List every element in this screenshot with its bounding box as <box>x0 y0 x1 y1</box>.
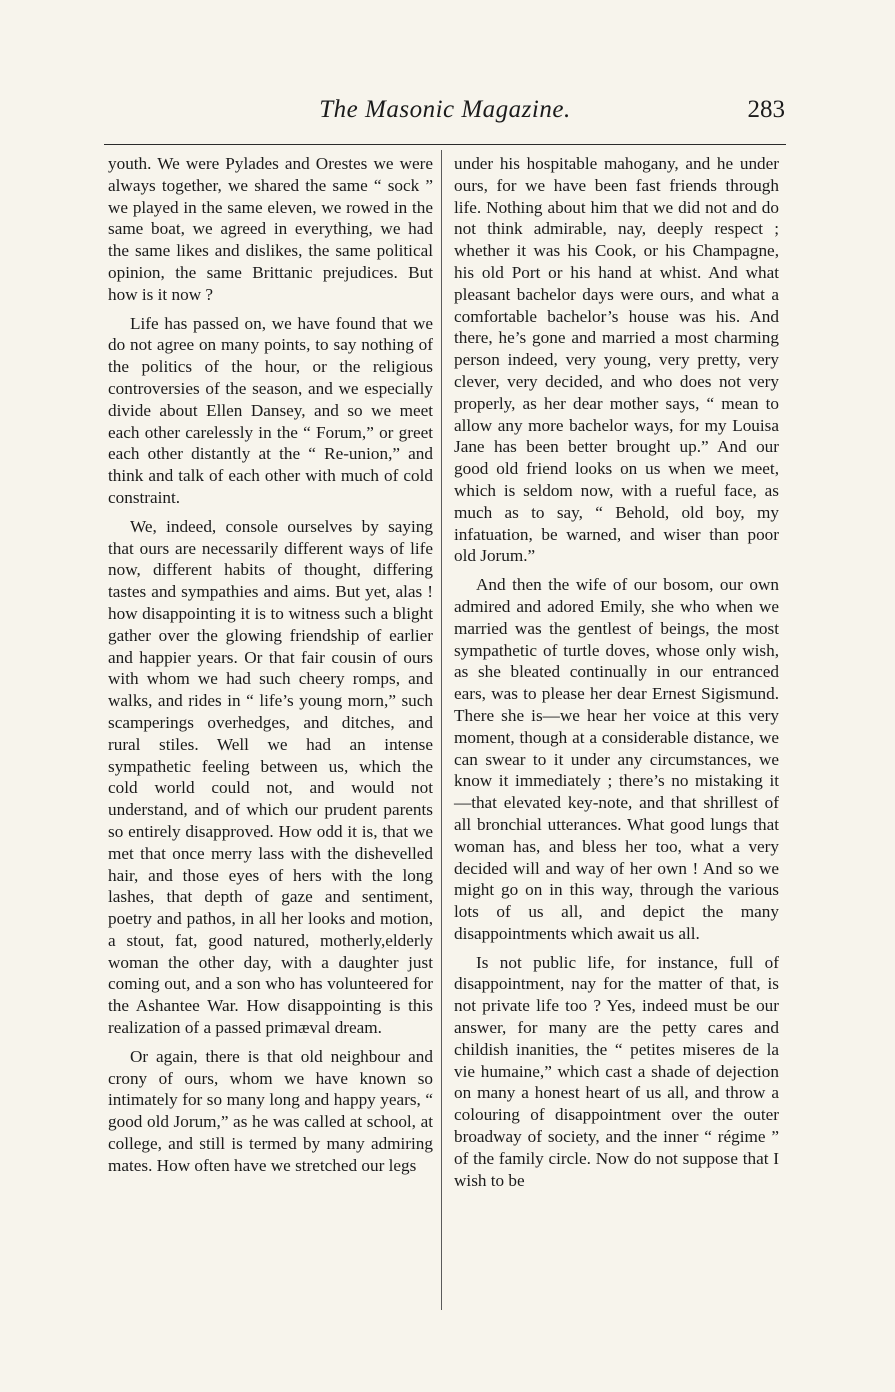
page-number: 283 <box>747 96 785 123</box>
paragraph: youth. We were Pylades and Orestes we were always together, we shared the same “ sock ” we played in the same eleven, we rowed in the same boat, we agreed in everything, we had the same likes and dislikes, the same political opinion, the same Brittanic prejudices. But how is it now ? <box>108 154 433 304</box>
header-rule <box>104 144 786 145</box>
paragraph: Life has passed on, we have found that we do not agree on many points, to say nothing of the politics of the hour, or the religious controversies of the season, and we especially divide about Ellen Dansey, and so we meet each other carelessly in the “ Forum,” or greet each other distantly at the “ Re-union,” and think and talk of each other with much of cold constraint. <box>108 313 433 507</box>
column-divider <box>441 150 442 1310</box>
paragraph: Or again, there is that old neighbour and crony of ours, whom we have known so intimately for so many long and happy years, “ good old Jorum,” as he was called at school, at college, and still is termed by many admiring mates. How often have we stretched our legs <box>108 1046 433 1175</box>
left-column <box>108 153 433 1184</box>
paragraph: Is not public life, for instance, full of disappointment, nay for the matter of that, is not private life too ? Yes, indeed must be our answer, for many are the petty cares and childish inanities, the “ petites miseres de la vie humaine,” which cast a shade of dejection on many a honest heart of us all, and throw a colouring of disappointment over the outer broadway of society, and the inner “ régime ” of the family circle. Now do not suppose that I wish to be <box>454 952 779 1190</box>
paragraph: under his hospitable mahogany, and he under ours, for we have been fast friends through life. Nothing about him that we did not and do not think admirable, nay, deeply respect ; whether it was his Cook, or his Champagne, his old Port or his hand at whist. And what pleasant bachelor days were ours, and what a comfortable bachelor’s house was his. And there, he’s gone and married a most charming person indeed, very young, very pretty, very clever, very decided, and who does not very properly, as her dear mother says, “ mean to allow any more bachelor ways, for my Louisa Jane has been better brought up.” And our good old friend looks on us when we meet, which is seldom now, with a rueful face, as much as to say, “ Behold, old boy, my infatuation, be warned, and wiser than poor old Jorum.” <box>454 154 779 566</box>
paragraph: And then the wife of our bosom, our own admired and adored Emily, she who when we married was the gentlest of beings, the most sympathetic of turtle doves, whose only wish, as she bleated continually in our entranced ears, was to please her dear Ernest Sigismund. There she is—we hear her voice at this very moment, though at a considerable distance, we can swear to it under any circumstances, we know it immediately ; there’s no mistaking it—that elevated key-note, and that shrillest of all bronchial utterances. What good lungs that woman has, and bless her too, what a very decided will and way of her own ! And so we might go on in this way, through the various lots of us all, and depict the many disappointments which await us all. <box>454 575 779 943</box>
paragraph: We, indeed, console ourselves by saying that ours are necessarily different ways of life now, different habits of thought, differing tastes and sympathies and aims. But yet, alas ! how disappointing it is to witness such a blight gather over the glowing friendship of earlier and happier years. Or that fair cousin of ours with whom we had such cheery romps, and walks, and rides in “ life’s young morn,” such scamperings overhedges, and ditches, and rural stiles. Well we had an intense sympathetic feeling between us, which the cold world could not, and would not understand, and of which our prudent parents so entirely disapproved. How odd it is, that we met that once merry lass with the dishevelled hair, and those eyes of hers with the long lashes, that depth of gaze and sentiment, poetry and pathos, in all her looks and motion, a stout, fat, good natured, motherly,elderly woman the other day, with a daughter just coming out, and a son who has volunteered for the Ashantee War. How disappointing is this realization of a passed primæval dream. <box>108 516 433 1038</box>
right-column <box>454 153 779 1198</box>
running-title: The Masonic Magazine. <box>319 96 571 123</box>
page-header <box>105 96 785 136</box>
